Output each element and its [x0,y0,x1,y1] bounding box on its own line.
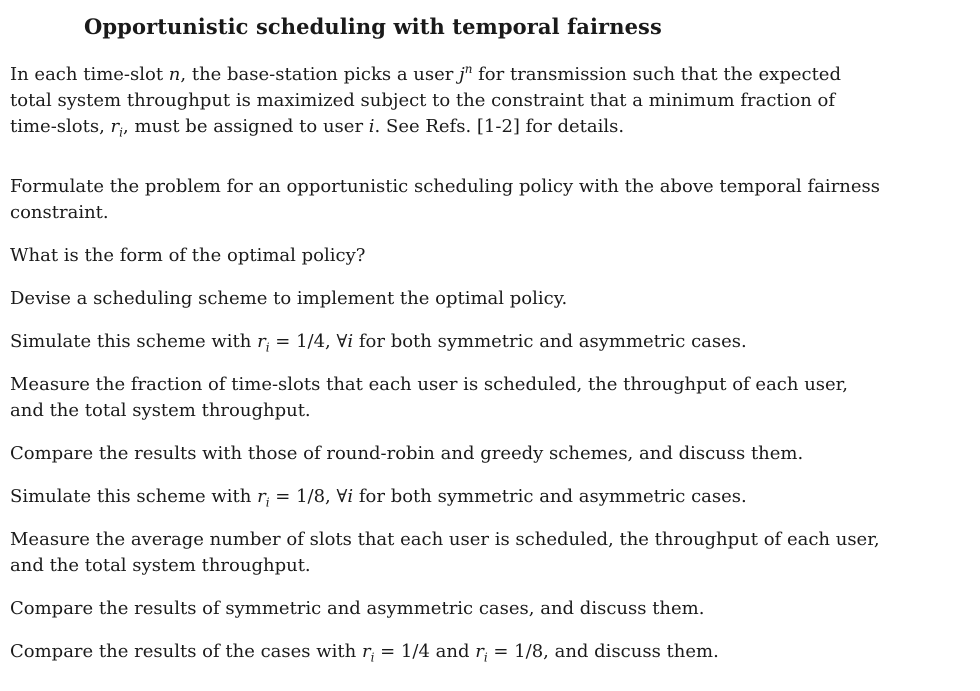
math-var-r: r [110,116,120,137]
math-superscript-n: n [464,62,473,76]
task-compare-sym: Compare the results of symmetric and asymmetric cases, and discuss them. [10,598,705,619]
text-segment: , must be assigned to user [123,116,369,137]
task-measure-average-line-2: and the total system throughput. [10,555,311,576]
intro-paragraph [10,62,841,140]
intro-line-1 [10,62,841,88]
task-measure-fraction [10,372,848,424]
task-devise: Devise a scheduling scheme to implement the optimal policy. [10,288,568,309]
text-segment: = 1/8, [269,486,337,507]
task-formulate-line-1: Formulate the problem for an opportunistic scheduling policy with the above temporal fairness [10,176,881,197]
page-title: Opportunistic scheduling with temporal fairness [84,14,662,39]
text-segment: Simulate this scheme with [10,331,258,352]
task-measure-average [10,527,880,579]
intro-line-3 [10,114,841,140]
math-var-r: r [361,641,371,662]
task-measure-fraction-line-2: and the total system throughput. [10,400,311,421]
math-subscript-i: i [370,650,375,665]
text-segment: , the base-station picks a user [180,64,460,85]
forall-symbol: ∀ [336,486,348,507]
task-measure-average-line-1: Measure the average number of slots that each user is scheduled, the throughput of each user, [10,529,880,550]
math-var-j: j [459,64,465,85]
text-segment: = 1/8, and discuss them. [487,641,719,662]
math-var-r: r [475,641,484,662]
task-compare-rr: Compare the results with those of round-robin and greedy schemes, and discuss them. [10,443,804,464]
task-formulate-line-2: constraint. [10,202,109,223]
text-segment: for both symmetric and asymmetric cases. [353,331,747,352]
text-segment: time-slots, [10,116,111,137]
math-var-i: i [347,486,354,507]
text-segment: Simulate this scheme with [10,486,258,507]
intro-line-2: total system throughput is maximized subject to the constraint that a minimum fraction of [10,90,836,111]
text-segment: . See Refs. [1-2] for details. [374,116,625,137]
math-var-i: i [347,331,354,352]
text-segment: = 1/4 and [374,641,476,662]
task-compare-cases [10,639,719,665]
math-subscript-i: i [483,650,488,665]
text-segment: Compare the results of the cases with [10,641,362,662]
text-segment: for transmission such that the expected [472,64,841,85]
text-segment: In each time-slot [10,64,169,85]
task-simulate-eighth [10,484,747,510]
text-segment: for both symmetric and asymmetric cases. [353,486,747,507]
math-var-n: n [168,64,181,85]
task-optimal-form: What is the form of the optimal policy? [10,245,366,266]
task-measure-fraction-line-1: Measure the fraction of time-slots that each user is scheduled, the throughput of each user, [10,374,849,395]
text-segment: = 1/4, [269,331,337,352]
math-subscript-i: i [265,495,270,510]
forall-symbol: ∀ [336,331,348,352]
math-var-r: r [257,331,266,352]
math-var-i: i [368,116,375,137]
math-subscript-i: i [119,125,123,140]
math-var-r: r [257,486,266,507]
math-subscript-i: i [265,340,270,355]
task-simulate-quarter [10,329,747,355]
task-formulate [10,174,880,226]
